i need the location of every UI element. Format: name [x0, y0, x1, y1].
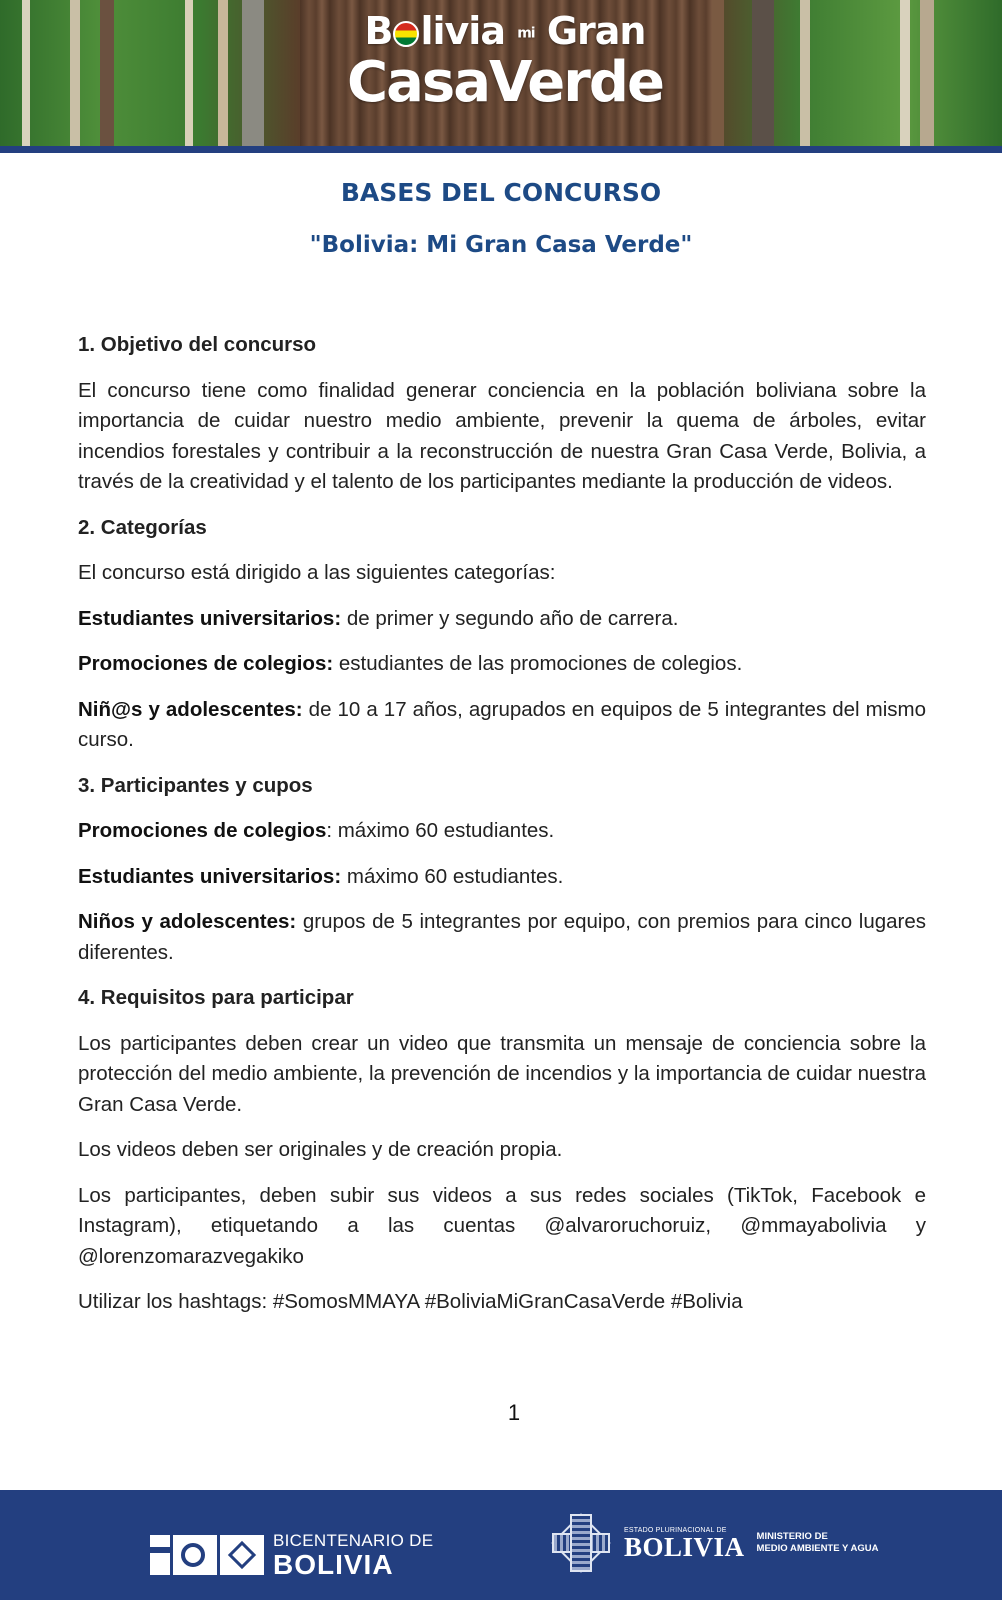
footer [0, 1490, 1002, 1600]
birch-trunk [22, 0, 30, 148]
quota-text: máximo 60 estudiantes. [341, 864, 564, 888]
category-text: de 10 a 17 años, agrupados en equipos de 5 integrantes del mismo curso. [78, 697, 926, 751]
header-banner [0, 0, 1002, 148]
quota-text: grupos de 5 integrantes por equipo, con premios para cinco lugares diferentes. [78, 910, 926, 964]
birch-trunk [800, 0, 810, 148]
birch-trunk [70, 0, 80, 148]
category-item [78, 604, 926, 635]
document-body [78, 330, 926, 1333]
paragraph [78, 1181, 926, 1273]
estado-text: ESTADO PLURINACIONAL DE [624, 1526, 727, 1534]
quota-label: Niños y adolescentes: [78, 910, 297, 933]
bicentenario-2-icon [150, 1535, 170, 1575]
header-divider [0, 146, 1002, 153]
birch-trunk [185, 0, 193, 148]
quota-item [78, 816, 926, 847]
paragraph-text: Los participantes deben crear un video que transmita un mensaje de conciencia sobre la protección del medio ambiente, la prevención de incendios y la importancia de cuidar nuestra Gran Casa Verde. [78, 1031, 926, 1116]
birch-trunk [242, 0, 264, 148]
quota-item [78, 907, 926, 968]
bicentenario-logo [150, 1530, 434, 1580]
section-heading: 3. Participantes y cupos [78, 773, 313, 797]
section-heading: 4. Requisitos para participar [78, 986, 354, 1009]
quota-label: Promociones de colegios [78, 819, 327, 842]
bolivia-flag-icon [393, 21, 419, 47]
paragraph [78, 376, 926, 498]
bolivia-text: BOLIVIA [624, 1531, 745, 1562]
birch-trunk [100, 0, 114, 148]
paragraph-text: El concurso está dirigido a las siguientes categorías: [78, 561, 556, 584]
logo-text: Gran [546, 9, 646, 53]
ministry-logo [548, 1510, 878, 1576]
birch-trunk [752, 0, 774, 148]
category-label: Promociones de colegios: [78, 652, 334, 675]
bicentenario-line2: BOLIVIA [273, 1548, 394, 1580]
section-heading: 1. Objetivo del concurso [78, 333, 317, 356]
ministry-line1: MINISTERIO DE [756, 1531, 828, 1542]
quota-text: : máximo 60 estudiantes. [326, 819, 555, 842]
page-title: BASES DEL CONCURSO [340, 178, 662, 207]
page-subtitle: "Bolivia: Mi Gran Casa Verde" [309, 232, 693, 258]
category-label: Estudiantes universitarios: [78, 606, 342, 630]
page-number: 1 [507, 1400, 521, 1425]
paragraph-text: Los participantes, deben subir sus videos a sus redes sociales (TikTok, Facebook e Instagram), etiquetando a las cuentas @alvaroruchoruiz, @mmayabolivia y @lorenzomarazvegakiko [78, 1183, 926, 1268]
category-item [78, 649, 926, 680]
paragraph-text: El concurso tiene como finalidad generar conciencia en la población boliviana sobre la importancia de cuidar nuestro medio ambiente, prevenir la quema de árboles, evitar incendios forestales y contribuir a la reconstrucción de nuestra Gran Casa Verde, Bolivia, a través de la creatividad y el talento de los participantes mediante la producción de videos. [78, 378, 926, 493]
quota-item [78, 862, 926, 893]
category-text: de primer y segundo año de carrera. [341, 606, 679, 630]
birch-trunk [218, 0, 228, 148]
paragraph [78, 558, 926, 589]
logo-text: mi [517, 25, 535, 42]
logo-text: CasaVerde [347, 49, 663, 115]
birch-trunk [920, 0, 934, 148]
section-heading: 2. Categorías [78, 515, 207, 539]
ministry-line2: MEDIO AMBIENTE Y AGUA [756, 1543, 879, 1554]
quota-label: Estudiantes universitarios: [78, 864, 342, 888]
paragraph [78, 1029, 926, 1121]
campaign-logo [305, 9, 705, 115]
category-label: Niñ@s y adolescentes: [78, 697, 303, 721]
hashtags-paragraph [78, 1287, 926, 1318]
birch-trunk [900, 0, 910, 148]
andean-diamond-icon [220, 1535, 264, 1575]
birch-trunk [712, 0, 724, 148]
paragraph-text: Utilizar los hashtags: #SomosMMAYA #BoliviaMiGranCasaVerde #Bolivia [78, 1290, 743, 1313]
logo-text: livia [420, 9, 505, 53]
category-text: estudiantes de las promociones de colegios. [333, 652, 743, 675]
logo-text: B [364, 9, 393, 53]
category-item [78, 695, 926, 756]
spiral-icon [173, 1535, 217, 1575]
state-emblem-icon [548, 1510, 614, 1576]
bicentenario-line1: BICENTENARIO DE [273, 1530, 434, 1550]
paragraph-text: Los videos deben ser originales y de creación propia. [78, 1138, 563, 1161]
paragraph [78, 1135, 926, 1166]
